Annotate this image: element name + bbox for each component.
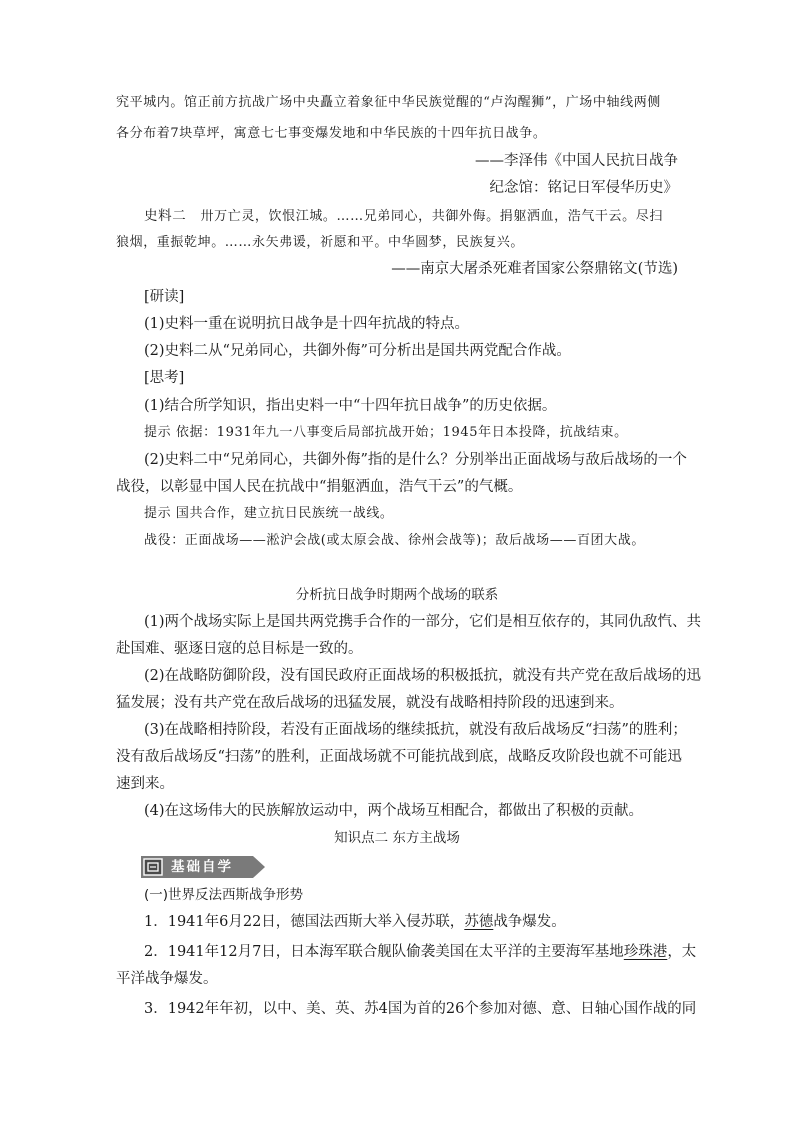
think-question-2-line-1: (2)史料二中“兄弟同心，共御外侮”指的是什么？分别举出正面战场与敌后战场的一个 [144,452,687,468]
material-one-line-2: 各分布着7块草坪，寓意七七事变爆发地和中华民族的十四年抗日战争。 [116,126,547,141]
list-item-2-post: ，太 [667,944,697,960]
analysis-p2-line-2: 猛发展；没有共产党在敌后战场的迅猛发展，就没有战略相持阶段的迅速到来。 [116,695,624,711]
think-hint-2: 提示 国共合作，建立抗日民族统一战线。 [144,506,394,521]
analysis-p3-line-1: (3)在战略相持阶段，若没有正面战场的继续抵抗，就没有敌后战场反“扫荡”的胜利； [144,722,687,738]
list-item-1-pre: 1．1941年6月22日，德国法西斯大举入侵苏联， [144,914,465,930]
study-item-1: (1)史料一重在说明抗日战争是十四年抗战的特点。 [144,316,470,332]
analysis-p1-line-2: 赴国难、驱逐日寇的总目标是一致的。 [116,641,363,657]
list-item-1-post: 战争爆发。 [493,914,566,930]
analysis-p1-line-1: (1)两个战场实际上是国共两党携手合作的一部分，它们是相互依存的，其同仇敌忾、共 [144,614,702,630]
self-study-badge [141,856,265,878]
material-two-line-2: 狼烟，重振乾坤。……永矢弗谖，祈愿和平。中华圆梦，民族复兴。 [116,235,525,250]
list-item-1-answer: 苏德 [464,914,494,930]
analysis-p3-line-3: 速到来。 [116,776,174,792]
think-hint-3: 战役：正面战场——淞沪会战(或太原会战、徐州会战等)；敌后战场——百团大战。 [144,533,645,548]
material-two-line-1 [144,206,663,227]
study-heading: [研读] [144,289,185,305]
think-heading: [思考] [144,370,185,386]
analysis-p3-line-2: 没有敌后战场反“扫荡”的胜利，正面战场就不可能抗战到底，战略反攻阶段也就不可能迅 [116,749,682,765]
material-one-source-2: 纪念馆：铭记日军侵华历史》 [489,180,678,196]
think-question-1: (1)结合所学知识，指出史料一中“十四年抗日战争”的历史依据。 [144,398,557,414]
analysis-title: 分析抗日战争时期两个战场的联系 [295,587,499,603]
think-hint-1: 提示 依据：1931年九一八事变后局部抗战开始；1945年日本投降，抗战结束。 [144,425,628,440]
sub-heading: (一)世界反法西斯战争形势 [144,887,304,903]
analysis-p2-line-1: (2)在战略防御阶段，没有国民政府正面战场的积极抵抗，就没有共产党在敌后战场的迅 [144,668,702,684]
analysis-p4: (4)在这场伟大的民族解放运动中，两个战场互相配合，都做出了积极的贡献。 [144,803,644,819]
list-item-2-line-2: 平洋战争爆发。 [116,971,218,987]
list-item-1 [144,912,566,932]
study-item-2: (2)史料二从“兄弟同心，共御外侮”可分析出是国共两党配合作战。 [144,343,571,359]
badge-label: 基础自学 [171,859,233,875]
material-one-source-1: ——李泽伟《中国人民抗日战争 [475,153,678,169]
list-item-2-answer: 珍珠港 [623,944,668,960]
think-question-2-line-2: 战役，以彰显中国人民在抗战中“捐躯洒血，浩气干云”的气概。 [116,479,523,495]
material-two-source: ——南京大屠杀死难者国家公祭鼎铭文(节选) [391,261,678,277]
list-item-2-pre: 2．1941年12月7日，日本海军联合舰队偷袭美国在太平洋的主要海军基地 [144,944,624,960]
list-item-3: 3．1942年年初，以中、美、英、苏4国为首的26个参加对德、意、日轴心国作战的同 [144,1001,697,1017]
section-two-title: 知识点二 东方主战场 [334,830,460,846]
material-two-label: 史料二 [144,208,187,224]
list-item-2 [144,942,696,962]
material-two-text-1: 卅万亡灵，饮恨江城。……兄弟同心，共御外侮。捐躯洒血，浩气干云。尽扫 [200,209,663,224]
material-one-line-1: 究平城内。馆正前方抗战广场中央矗立着象征中华民族觉醒的“卢沟醒狮”，广场中轴线两侧 [116,95,661,110]
